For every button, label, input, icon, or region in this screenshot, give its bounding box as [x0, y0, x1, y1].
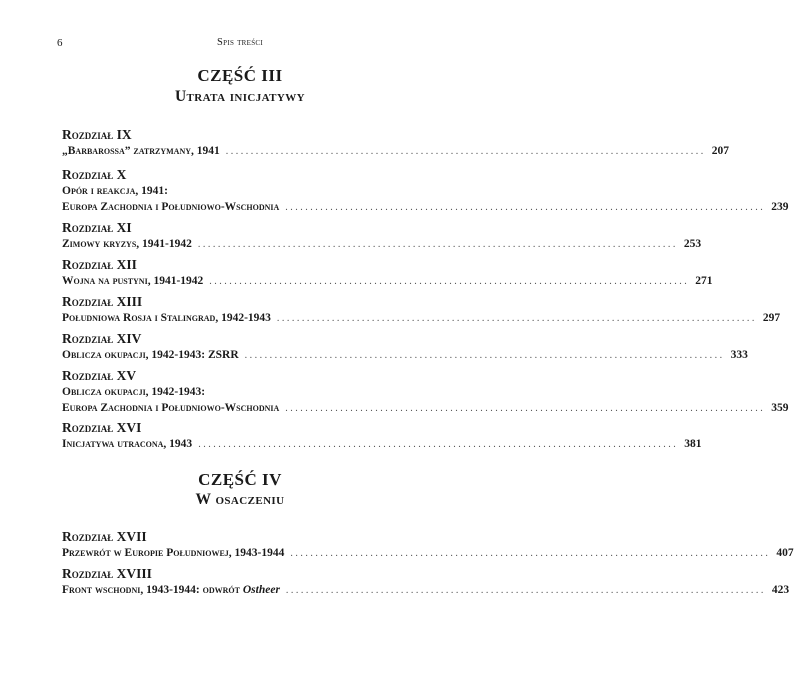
toc-entry[interactable] [62, 529, 794, 562]
chapter-label: Rozdział XIV [62, 331, 142, 346]
toc-line [62, 436, 702, 453]
running-head: Spis treści [217, 37, 263, 48]
chapter-title: Południowa Rosja i Stalingrad, 1942-1943 [62, 312, 271, 324]
dot-leader: ................................................................................................ [290, 548, 771, 559]
chapter-title-group [62, 582, 280, 598]
dot-leader: ................................................................................................ [244, 350, 725, 361]
chapter-title: Europa Zachodnia i Południowo-Wschodnia [62, 402, 280, 414]
chapter-label: Rozdział XVI [62, 420, 142, 435]
chapter-label: Rozdział X [62, 167, 127, 182]
dot-leader: ................................................................................................ [285, 403, 766, 414]
chapter-title: Przewrót w Europie Południowej, 1943-1944 [62, 547, 285, 559]
part-subtitle: W osaczeniu [195, 491, 285, 508]
toc-line [62, 347, 748, 364]
page-ref: 407 [776, 547, 794, 559]
page-ref: 271 [695, 275, 713, 287]
chapter-label: Rozdział XI [62, 220, 132, 235]
chapter-label: Rozdział XVII [62, 529, 147, 544]
toc-line [62, 273, 713, 290]
toc-entry[interactable] [62, 127, 730, 160]
page-ref: 253 [683, 238, 702, 250]
part-subtitle: Utrata inicjatywy [174, 88, 306, 105]
dot-leader: ................................................................................................ [276, 313, 757, 324]
toc-entry[interactable] [62, 566, 790, 599]
toc-entry[interactable] [62, 331, 748, 364]
toc-line [62, 143, 730, 160]
toc-line [62, 310, 781, 327]
toc-entry[interactable] [62, 368, 789, 417]
page-ref: 359 [771, 402, 789, 414]
chapter-label: Rozdział IX [62, 127, 132, 142]
page-ref: 333 [730, 349, 748, 361]
chapter-title: Oblicza okupacji, 1942-1943: [62, 386, 206, 398]
chapter-title: Inicjatywa utracona, 1943 [62, 438, 193, 450]
dot-leader: ................................................................................................ [285, 585, 766, 596]
chapter-label: Rozdział XII [62, 257, 137, 272]
chapter-label: Rozdział XV [62, 368, 137, 383]
chapter-title: Opór i reakcja, 1941: [62, 185, 168, 197]
toc-line [62, 400, 789, 417]
chapter-title: Wojna na pustyni, 1941-1942 [62, 275, 204, 287]
chapter-label: Rozdział XIII [62, 294, 143, 309]
dot-leader: ................................................................................................ [285, 202, 766, 213]
toc-entry[interactable] [62, 420, 702, 453]
toc-line [62, 545, 794, 562]
part-title: CZĘŚĆ III [197, 66, 283, 85]
toc-line [62, 582, 790, 599]
chapter-title-italic: Ostheer [242, 584, 280, 596]
toc-line [62, 199, 789, 216]
chapter-label: Rozdział XVIII [62, 566, 152, 581]
page-ref: 381 [684, 438, 702, 450]
dot-leader: ................................................................................................ [225, 146, 706, 157]
page-ref: 207 [711, 145, 730, 157]
toc-entry[interactable] [62, 257, 713, 290]
chapter-title: Front wschodni, 1943-1944: odwrót [62, 584, 243, 596]
toc-entry[interactable] [62, 220, 702, 253]
toc-line [62, 236, 702, 253]
page-number: 6 [57, 37, 63, 49]
page-ref: 239 [771, 201, 789, 213]
dot-leader: ................................................................................................ [197, 239, 678, 250]
dot-leader: ................................................................................................ [209, 276, 690, 287]
chapter-title: „Barbarossa” zatrzymany, 1941 [62, 145, 220, 157]
toc-entry[interactable] [62, 294, 781, 327]
toc-entry[interactable] [62, 167, 789, 216]
chapter-title: Europa Zachodnia i Południowo-Wschodnia [62, 201, 280, 213]
page-ref: 423 [771, 584, 790, 596]
part-title: CZĘŚĆ IV [198, 470, 282, 489]
chapter-title: Oblicza okupacji, 1942-1943: ZSRR [62, 349, 239, 361]
page-ref: 297 [762, 312, 781, 324]
chapter-title: Zimowy kryzys, 1941-1942 [62, 238, 192, 250]
dot-leader: ................................................................................................ [198, 439, 679, 450]
